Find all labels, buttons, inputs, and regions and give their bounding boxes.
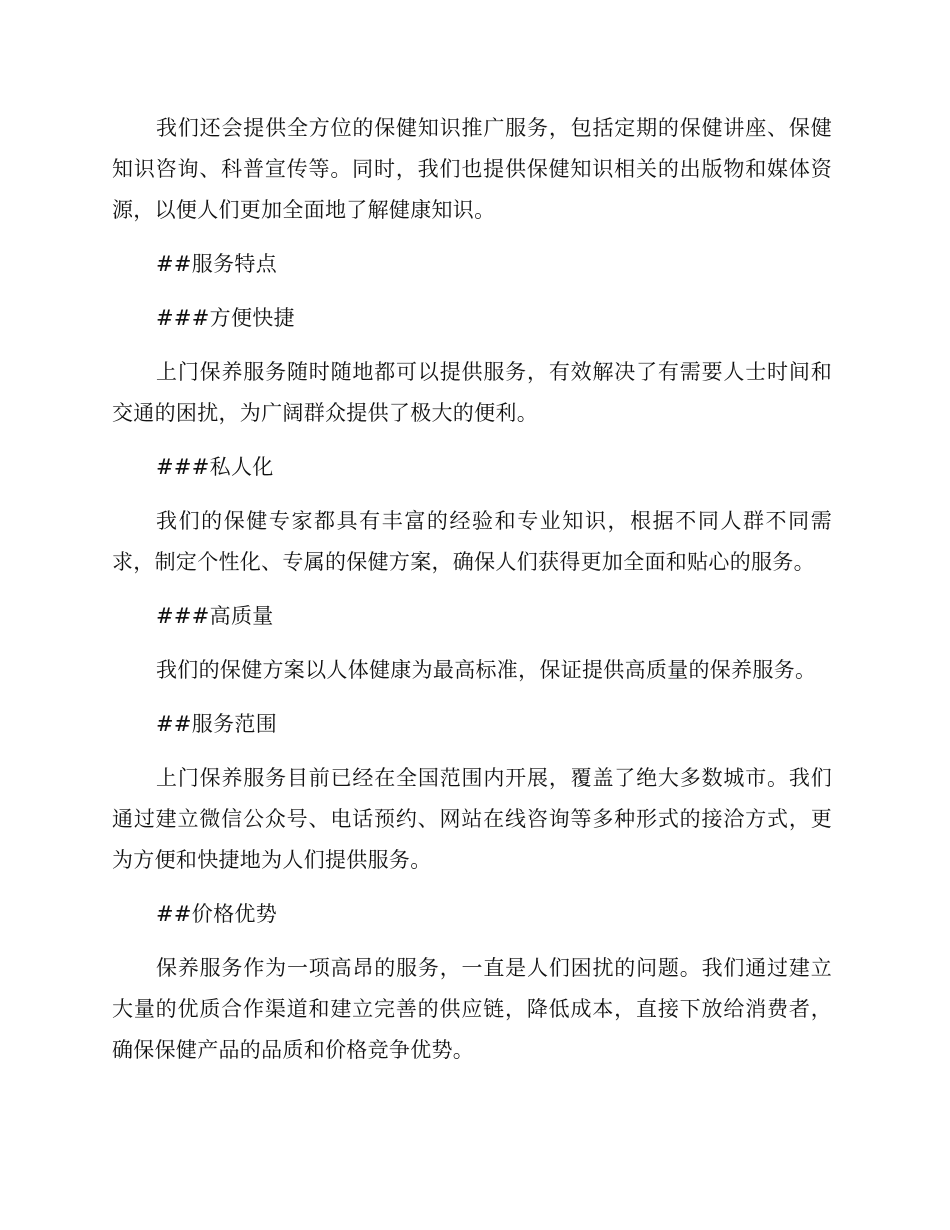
heading-service-scope: ##服务范围 — [156, 712, 277, 736]
heading-personalized: ###私人化 — [156, 455, 274, 479]
paragraph-personalized: 我们的保健专家都具有丰富的经验和专业知识，根据不同人群不同需求，制定个性化、专属的保健方案，确保人们获得更加全面和贴心的服务。 — [112, 509, 832, 574]
paragraph-high-quality: 我们的保健方案以人体健康为最高标准，保证提供高质量的保养服务。 — [156, 658, 817, 682]
document-body — [112, 108, 832, 1071]
heading-high-quality: ###高质量 — [156, 604, 274, 628]
paragraph-price-advantage: 保养服务作为一项高昂的服务，一直是人们困扰的问题。我们通过建立大量的优质合作渠道和建立完善的供应链，降低成本，直接下放给消费者，确保保健产品的品质和价格竞争优势。 — [112, 956, 832, 1062]
heading-service-features: ##服务特点 — [156, 252, 277, 276]
paragraph-convenient: 上门保养服务随时随地都可以提供服务，有效解决了有需要人士时间和交通的困扰，为广阔群众提供了极大的便利。 — [112, 360, 832, 425]
paragraph-health-knowledge: 我们还会提供全方位的保健知识推广服务，包括定期的保健讲座、保健知识咨询、科普宣传等。同时，我们也提供保健知识相关的出版物和媒体资源，以便人们更加全面地了解健康知识。 — [112, 116, 832, 222]
paragraph-service-scope: 上门保养服务目前已经在全国范围内开展，覆盖了绝大多数城市。我们通过建立微信公众号、电话预约、网站在线咨询等多种形式的接洽方式，更为方便和快捷地为人们提供服务。 — [112, 766, 832, 872]
heading-price-advantage: ##价格优势 — [156, 902, 277, 926]
heading-convenient: ###方便快捷 — [156, 306, 295, 330]
